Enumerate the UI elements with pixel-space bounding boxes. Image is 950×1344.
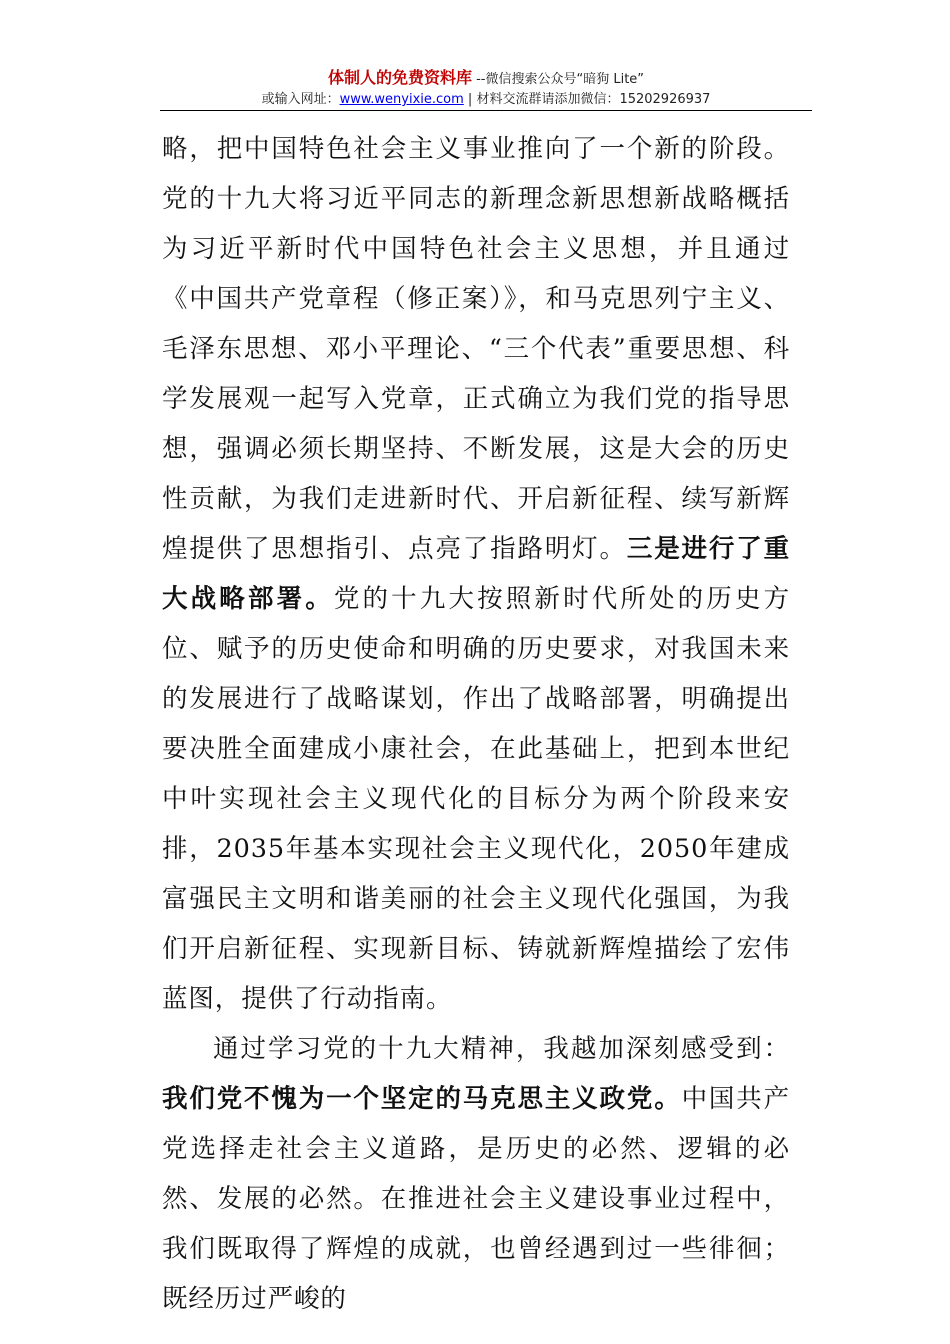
header-contact-line [160, 90, 812, 110]
paragraph-1-bold: 三是进行了重大战略部署。 [162, 534, 790, 614]
paragraph-2-bold: 我们党不愧为一个坚定的马克思主义政党。 [162, 1084, 682, 1114]
header-title-line [160, 68, 812, 90]
header-url-link[interactable]: www.wenyixie.com [339, 92, 464, 107]
document-body [162, 124, 790, 1324]
paragraph-2-text-b: 中国共产党选择走社会主义道路，是历史的必然、逻辑的必然、发展的必然。在推进社会主义建设事业过程中，我们既取得了辉煌的成就，也曾经遇到过一些徘徊；既经历过严峻的 [162, 1084, 790, 1314]
paragraph-1-text-a: 略，把中国特色社会主义事业推向了一个新的阶段。党的十九大将习近平同志的新理念新思想新战略概括为习近平新时代中国特色社会主义思想，并且通过《中国共产党章程（修正案）》，和马克思列宁主义、毛泽东思想、邓小平理论、“三个代表”重要思想、科学发展观一起写入党章，正式确立为我们党的指导思想，强调必须长期坚持、不断发展，这是大会的历史性贡献，为我们走进新时代、开启新征程、续写新辉煌提供了思想指引、点亮了指路明灯。 [162, 134, 790, 564]
header-wechat-note: --微信搜索公众号“暗狗 Lite” [471, 72, 645, 87]
header-contact-suffix: | 材料交流群请添加微信：15202926937 [463, 92, 711, 107]
paragraph-2 [162, 1024, 790, 1324]
header-brand: 体制人的免费资料库 [327, 68, 472, 87]
page-header [160, 68, 812, 110]
header-divider [160, 110, 812, 111]
header-url-prefix: 或输入网址： [261, 92, 340, 107]
paragraph-1 [162, 124, 790, 1024]
paragraph-2-text-a: 通过学习党的十九大精神，我越加深刻感受到： [213, 1034, 790, 1064]
paragraph-1-text-b: 党的十九大按照新时代所处的历史方位、赋予的历史使命和明确的历史要求，对我国未来的发展进行了战略谋划，作出了战略部署，明确提出要决胜全面建成小康社会，在此基础上，把到本世纪中叶实现社会主义现代化的目标分为两个阶段来安排，2035年基本实现社会主义现代化，2050年建成富强民主文明和谐美丽的社会主义现代化强国，为我们开启新征程、实现新目标、铸就新辉煌描绘了宏伟蓝图，提供了行动指南。 [162, 584, 790, 1014]
